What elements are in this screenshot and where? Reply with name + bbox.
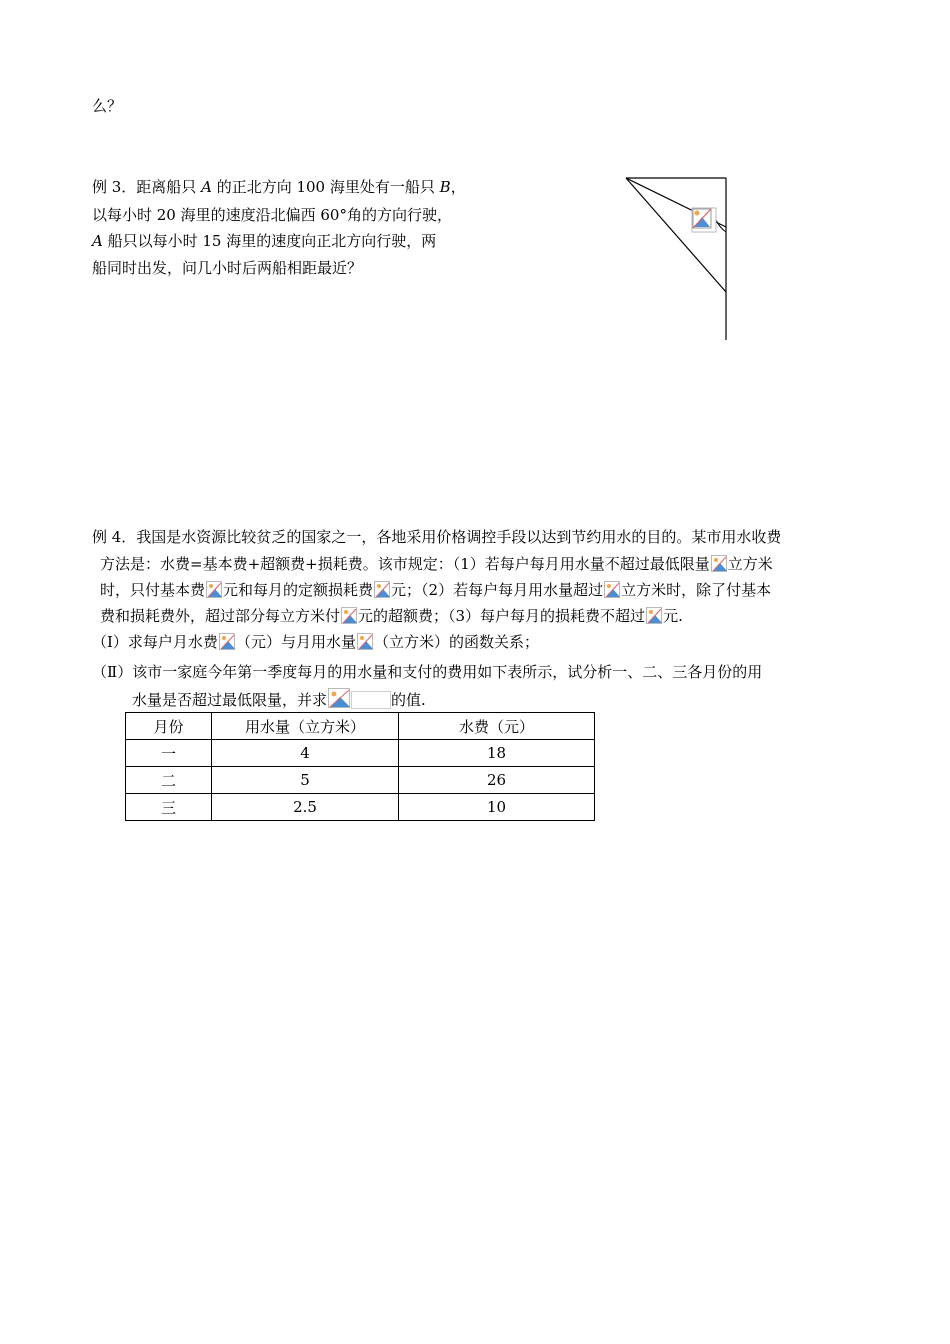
ship-diagram — [620, 172, 735, 347]
question-2-line-1: （Ⅱ）该市一家庭今年第一季度每月的用水量和支付的费用如下表所示，试分析一、二、三各月份的用 — [92, 663, 763, 681]
column-header: 水费（元） — [399, 713, 595, 740]
example-3-line-2 — [92, 205, 452, 225]
formula-image-icon — [646, 607, 662, 624]
broken-image-icon — [692, 208, 716, 232]
text-run: 的正北方向 100 海里处有一船只 — [211, 178, 440, 196]
example-3-line-1 — [92, 177, 466, 197]
text-run: 费和损耗费外，超过部分每立方米付 — [100, 607, 341, 625]
point-a-label: A — [92, 232, 103, 250]
table-row — [126, 794, 595, 821]
text-run: 船同时出发，问几小时后两船相距最近？ — [92, 259, 363, 277]
text-run: 例 3．距离船只 — [92, 178, 202, 196]
table-cell: 二 — [126, 767, 212, 794]
text-run: 元的超额费；（3）每户每月的损耗费不超过 — [358, 607, 646, 625]
table-cell: 18 — [399, 740, 595, 767]
formula-image-icon — [374, 581, 390, 598]
formula-image-icon — [604, 581, 620, 598]
text-run: （立方米）的函数关系； — [373, 633, 539, 651]
formula-image-icon — [711, 555, 727, 572]
text-run: ， — [450, 178, 466, 196]
example-3-line-4 — [92, 258, 362, 278]
table-cell: 10 — [399, 794, 595, 821]
question-2-line-2 — [132, 688, 426, 710]
table-cell: 三 — [126, 794, 212, 821]
example-4-line-4 — [100, 606, 683, 626]
example-4-line-2 — [100, 554, 773, 574]
question-1 — [92, 632, 539, 652]
formula-image-icon — [328, 688, 350, 708]
prev-question-tail: 么？ — [92, 97, 123, 115]
point-a-label: A — [201, 178, 212, 196]
text-run: 元和每月的定额损耗费 — [223, 581, 374, 599]
formula-image-icon — [219, 633, 235, 650]
column-header: 用水量（立方米） — [212, 713, 399, 740]
column-header: 月份 — [126, 713, 212, 740]
text-run: 元. — [663, 607, 683, 625]
example-3-line-3 — [92, 231, 436, 251]
water-fee-table — [125, 712, 595, 821]
table-cell: 一 — [126, 740, 212, 767]
text-run: 元；（2）若每户每月用水量超过 — [391, 581, 604, 599]
table-row — [126, 767, 595, 794]
table-cell: 4 — [212, 740, 399, 767]
answer-blank — [351, 691, 391, 709]
text-run: （元）与月用水量 — [235, 633, 356, 651]
table-row — [126, 740, 595, 767]
text-run: 时，只付基本费 — [100, 581, 206, 599]
example-4-line-1: 例 4．我国是水资源比较贫乏的国家之一，各地采用价格调控手段以达到节约用水的目的。某市用水收费 — [92, 528, 782, 546]
table-cell: 26 — [399, 767, 595, 794]
text-run: 方法是：水费=基本费+超额费+损耗费。该市规定：（1）若每户每月用水量不超过最低限量 — [100, 555, 710, 573]
table-cell: 2.5 — [212, 794, 399, 821]
text-run: 的值. — [391, 691, 426, 709]
formula-image-icon — [341, 607, 357, 624]
text-run: 立方米 — [727, 555, 773, 573]
formula-image-icon — [206, 581, 222, 598]
text-run: 船只以每小时 15 海里的速度向正北方向行驶，两 — [102, 232, 437, 250]
text-run: 水量是否超过最低限量，并求 — [132, 691, 328, 709]
path-line-b — [626, 178, 726, 292]
text-run: 以每小时 20 海里的速度沿北偏西 60°角的方向行驶， — [92, 206, 452, 224]
example-4-line-3 — [100, 580, 771, 600]
formula-image-icon — [357, 633, 373, 650]
point-b-label: B — [439, 178, 451, 196]
table-header-row — [126, 713, 595, 740]
table-cell: 5 — [212, 767, 399, 794]
text-run: （Ⅰ）求每户月水费 — [92, 633, 218, 651]
text-run: 立方米时，除了付基本 — [621, 581, 772, 599]
